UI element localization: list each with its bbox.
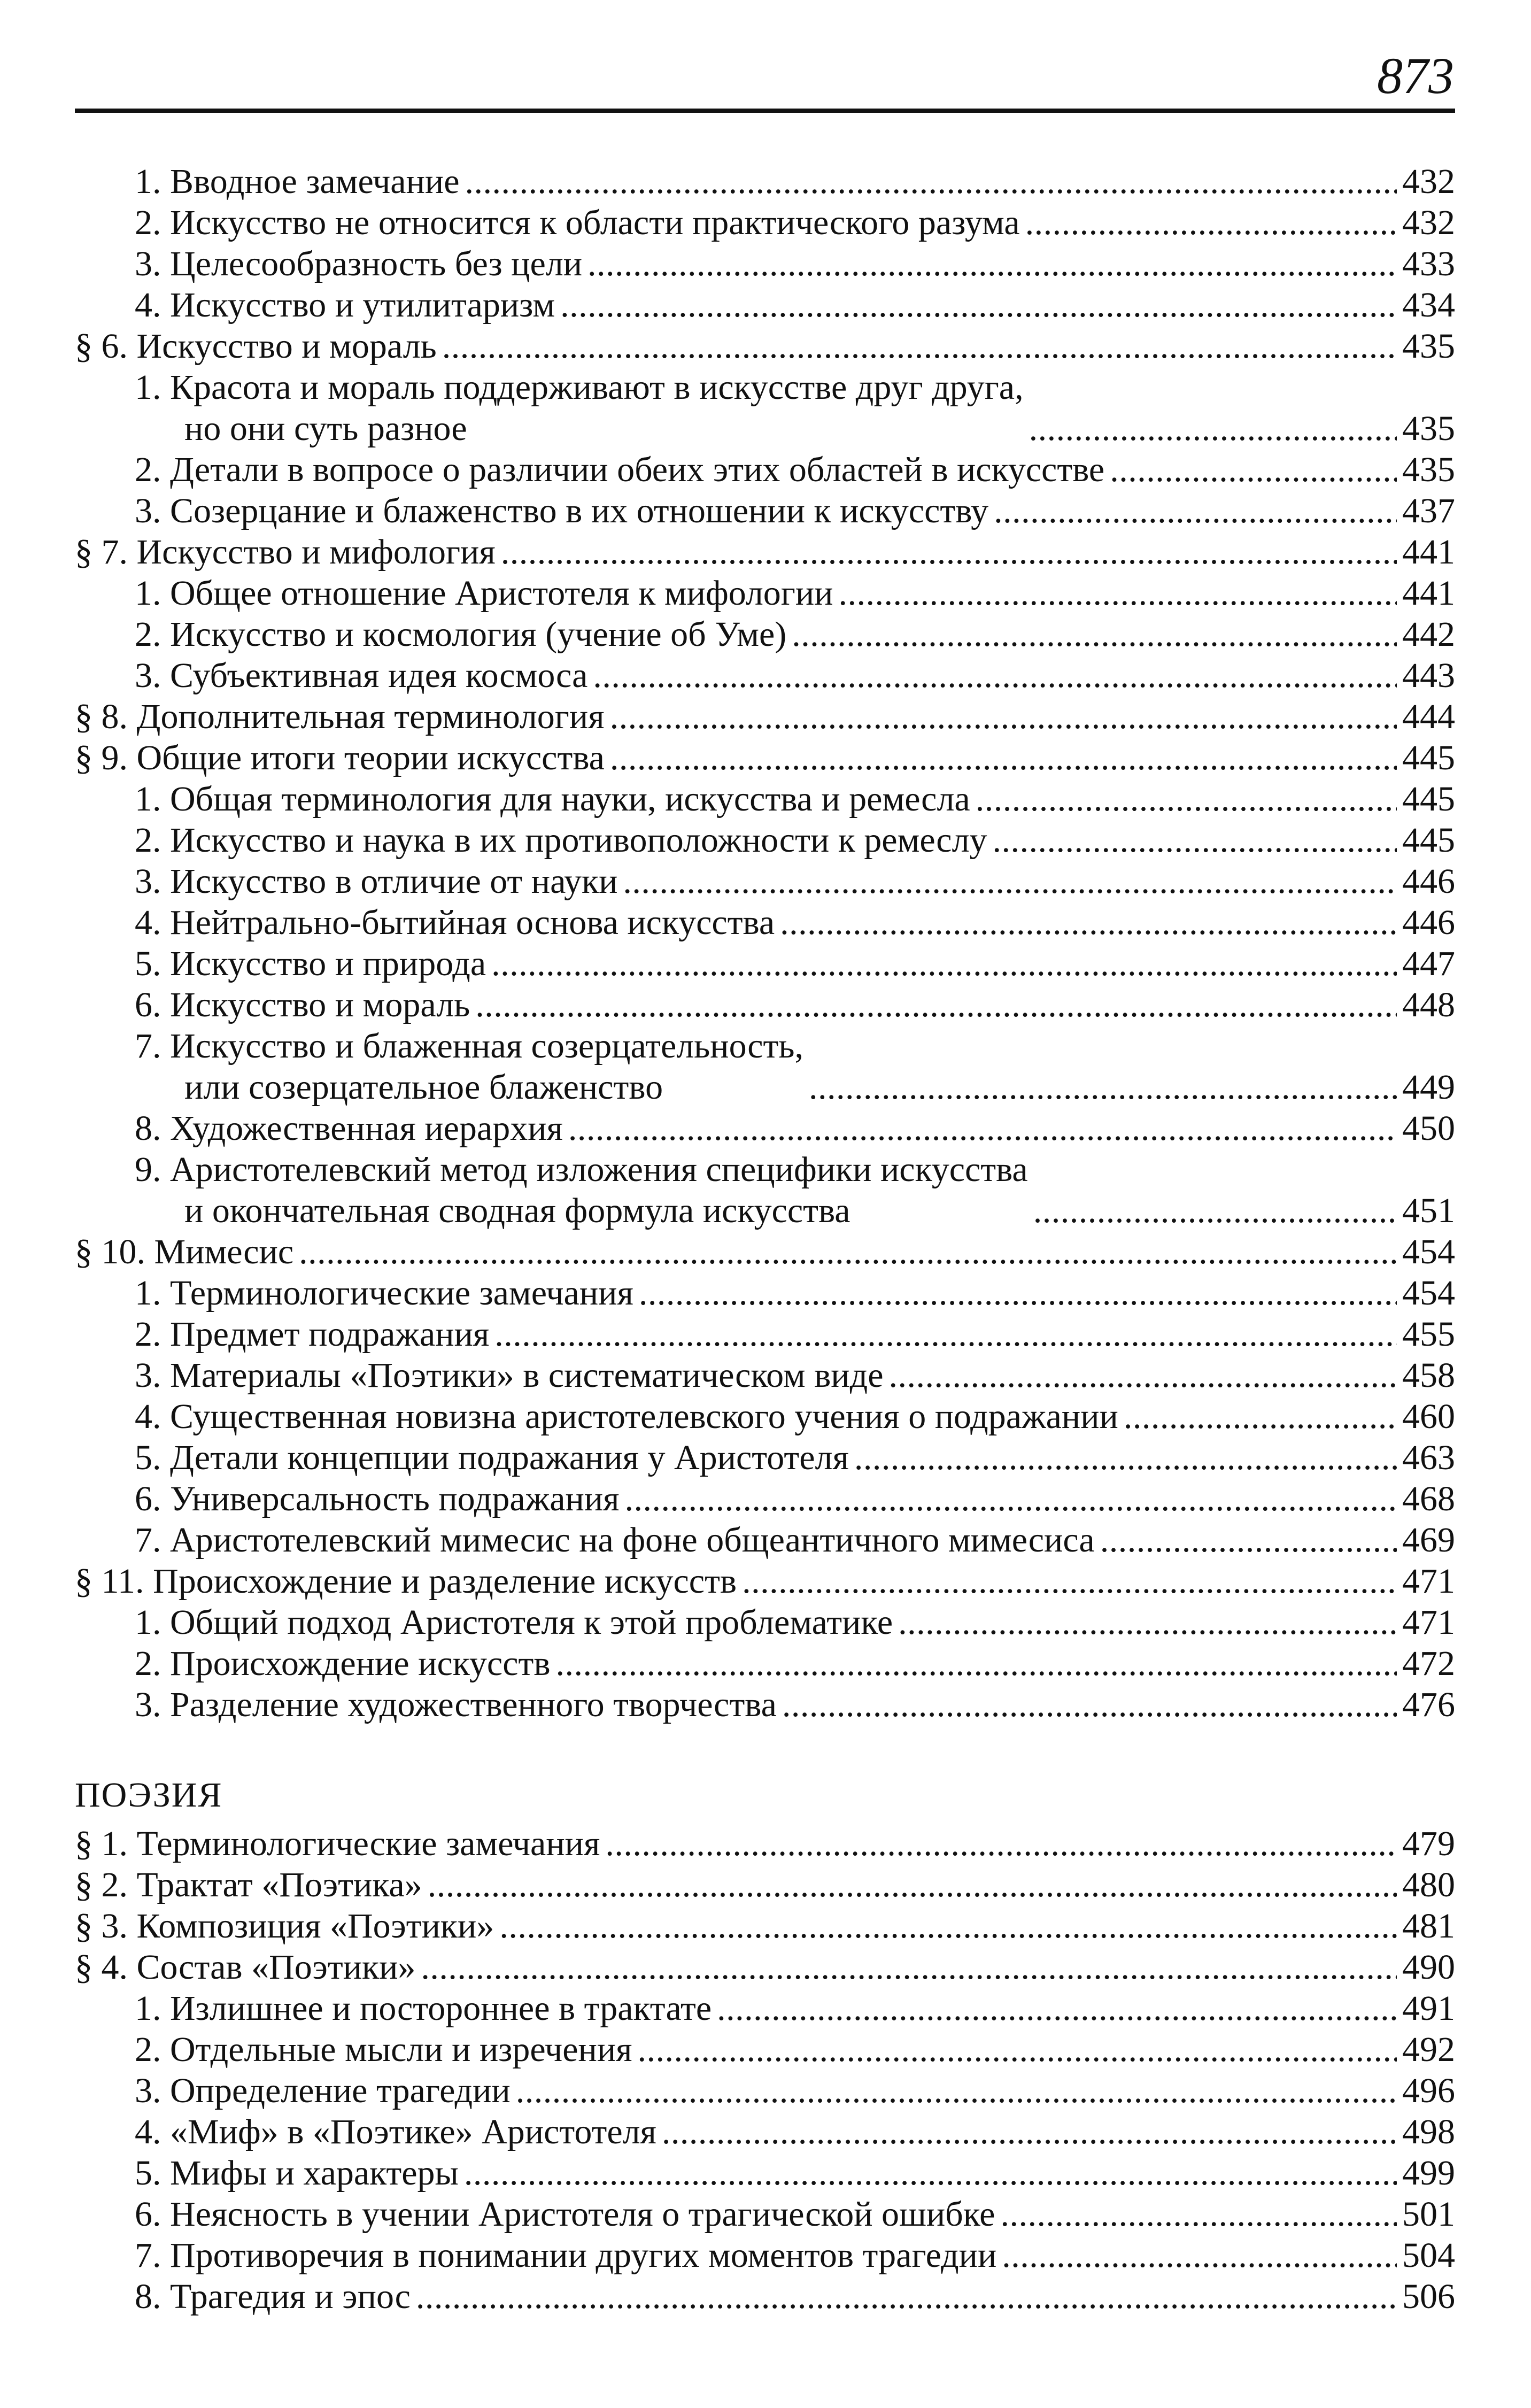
toc-number: 4. bbox=[135, 903, 161, 942]
toc-section bbox=[0, 696, 1455, 737]
dot-leader bbox=[568, 1108, 1397, 1149]
toc-title bbox=[135, 1108, 563, 1149]
toc-number: 1. bbox=[135, 1989, 161, 2028]
toc-number: 8. bbox=[135, 1109, 161, 1148]
dot-leader bbox=[610, 696, 1397, 737]
toc-page-ref: 444 bbox=[1402, 697, 1455, 736]
dot-leader bbox=[1002, 2235, 1397, 2276]
toc-number: 5. bbox=[135, 2154, 161, 2193]
toc-title bbox=[75, 531, 496, 573]
toc-title bbox=[135, 820, 987, 861]
toc-item bbox=[0, 2029, 1455, 2070]
toc-title-text: Художественная иерархия bbox=[170, 1109, 563, 1148]
dot-leader bbox=[976, 778, 1397, 820]
table-of-contents bbox=[0, 161, 1531, 1725]
toc-title bbox=[135, 1355, 884, 1396]
toc-number: 3. bbox=[135, 2071, 161, 2110]
toc-title-text: Предмет подражания bbox=[170, 1315, 490, 1354]
toc-title-text: Искусство и природа bbox=[170, 944, 486, 983]
page-number: 873 bbox=[1377, 47, 1454, 104]
toc-page-ref: 469 bbox=[1402, 1521, 1455, 1560]
toc-page-ref: 490 bbox=[1402, 1948, 1455, 1987]
toc-item bbox=[0, 2152, 1455, 2194]
toc-title-text: Нейтрально-бытийная основа искусства bbox=[170, 903, 775, 942]
toc-title-text: Универсальность подражания bbox=[170, 1479, 620, 1518]
dot-leader bbox=[889, 1355, 1397, 1396]
toc-number: 1. bbox=[135, 779, 161, 819]
toc-number: 4. bbox=[135, 2112, 161, 2151]
toc-title-text: Искусство в отличие от науки bbox=[170, 862, 618, 901]
toc-page-ref: 445 bbox=[1402, 779, 1455, 819]
toc-section bbox=[0, 1947, 1455, 1988]
toc-number: 2. bbox=[135, 2030, 161, 2069]
toc-number: 1. bbox=[135, 1274, 161, 1313]
toc-title-text: Общая терминология для науки, искусства и ремесла bbox=[170, 779, 970, 819]
toc-number: 8. bbox=[135, 2277, 161, 2316]
toc-item bbox=[0, 1519, 1455, 1561]
toc-item bbox=[0, 1478, 1455, 1519]
toc-number: § 9. bbox=[75, 738, 128, 777]
toc-title-text: Детали концепции подражания у Аристотеля bbox=[170, 1438, 849, 1477]
toc-title bbox=[135, 2235, 996, 2276]
toc-section bbox=[0, 326, 1455, 367]
toc-title-text: Определение трагедии bbox=[170, 2071, 511, 2110]
toc-page-ref: 491 bbox=[1402, 1989, 1455, 2028]
toc-page-ref: 434 bbox=[1402, 285, 1455, 325]
toc-number: § 7. bbox=[75, 532, 128, 572]
toc-page-ref: 479 bbox=[1402, 1824, 1455, 1863]
toc-title-text: Детали в вопросе о различии обеих этих областей в искусстве bbox=[170, 450, 1105, 489]
toc-number: 6. bbox=[135, 985, 161, 1024]
toc-item bbox=[0, 1396, 1455, 1437]
toc-title-text: Терминологические замечания bbox=[170, 1274, 633, 1313]
dot-leader bbox=[898, 1602, 1397, 1643]
toc-number: 1. bbox=[135, 574, 161, 613]
toc-title-text: Субъективная идея космоса bbox=[170, 656, 588, 695]
toc-title bbox=[135, 449, 1104, 490]
toc-title-text: Аристотелевский метод изложения специфики искусства bbox=[170, 1150, 1028, 1189]
toc-section bbox=[0, 1864, 1455, 1905]
toc-item bbox=[0, 490, 1455, 531]
toc-title bbox=[75, 1561, 737, 1602]
toc-section bbox=[0, 1823, 1455, 1864]
toc-page-ref: 468 bbox=[1402, 1479, 1455, 1518]
toc-page-ref: 455 bbox=[1402, 1315, 1455, 1354]
toc-title bbox=[135, 1478, 620, 1519]
toc-title-text: Мимесис bbox=[154, 1232, 294, 1271]
toc-title bbox=[135, 161, 460, 202]
toc-page-ref: 471 bbox=[1402, 1603, 1455, 1642]
toc-title-continuation: или созерцательное блаженство bbox=[184, 1068, 663, 1107]
toc-title-text: Происхождение искусств bbox=[170, 1644, 551, 1683]
toc-title bbox=[135, 861, 617, 902]
toc-title bbox=[135, 1025, 803, 1108]
toc-item bbox=[0, 778, 1455, 820]
toc-number: 1. bbox=[135, 162, 161, 201]
toc-number: 6. bbox=[135, 1479, 161, 1518]
dot-leader bbox=[782, 1684, 1397, 1725]
toc-title bbox=[135, 1684, 777, 1725]
toc-number: § 4. bbox=[75, 1948, 128, 1987]
dot-leader bbox=[1025, 202, 1397, 243]
toc-number: § 3. bbox=[75, 1907, 128, 1946]
toc-title bbox=[135, 655, 587, 696]
dot-leader bbox=[1000, 2194, 1397, 2235]
toc-item bbox=[0, 161, 1455, 202]
toc-number: 7. bbox=[135, 1027, 161, 1066]
toc-page-ref: 499 bbox=[1402, 2154, 1455, 2193]
toc-title bbox=[75, 326, 437, 367]
dot-leader bbox=[475, 984, 1397, 1025]
toc-title bbox=[75, 1864, 422, 1905]
dot-leader bbox=[780, 902, 1397, 943]
toc-page-ref: 437 bbox=[1402, 491, 1455, 530]
toc-item bbox=[0, 2070, 1455, 2111]
toc-number: 1. bbox=[135, 368, 161, 407]
toc-title bbox=[135, 2194, 995, 2235]
toc-number: 7. bbox=[135, 1521, 161, 1560]
toc-number: 3. bbox=[135, 1356, 161, 1395]
toc-item bbox=[0, 1602, 1455, 1643]
toc-title-text: Существенная новизна аристотелевского учения о подражании bbox=[170, 1397, 1118, 1436]
toc-item bbox=[0, 902, 1455, 943]
toc-page-ref: 460 bbox=[1402, 1397, 1455, 1436]
toc-page-ref: 449 bbox=[1402, 1068, 1455, 1107]
toc-page-ref: 432 bbox=[1402, 162, 1455, 201]
dot-leader bbox=[1033, 1190, 1397, 1231]
dot-leader bbox=[416, 2276, 1397, 2317]
toc-title bbox=[135, 984, 470, 1025]
toc-title-text: Искусство и мораль bbox=[136, 327, 437, 366]
toc-page-ref: 445 bbox=[1402, 821, 1455, 860]
toc-page-ref: 442 bbox=[1402, 615, 1455, 654]
toc-number: 3. bbox=[135, 862, 161, 901]
toc-page-ref: 501 bbox=[1402, 2195, 1455, 2234]
dot-leader bbox=[809, 1067, 1397, 1108]
toc-number: § 6. bbox=[75, 327, 128, 366]
toc-page-ref: 454 bbox=[1402, 1274, 1455, 1313]
toc-item bbox=[0, 1108, 1455, 1149]
toc-title-text: Трагедия и эпос bbox=[170, 2277, 411, 2316]
toc-title-text: Материалы «Поэтики» в систематическом виде bbox=[170, 1356, 884, 1395]
toc-title bbox=[135, 1396, 1118, 1437]
toc-page-ref: 450 bbox=[1402, 1109, 1455, 1148]
toc-title bbox=[135, 1988, 712, 2029]
dot-leader bbox=[623, 861, 1397, 902]
toc-page-ref: 471 bbox=[1402, 1562, 1455, 1601]
toc-title-text: Искусство и утилитаризм bbox=[170, 285, 555, 325]
toc-title-text: Аристотелевский мимесис на фоне общеантичного мимесиса bbox=[170, 1521, 1095, 1560]
toc-title bbox=[135, 2070, 511, 2111]
dot-leader bbox=[994, 490, 1397, 531]
dot-leader bbox=[442, 326, 1397, 367]
toc-title-text: Неясность в учении Аристотеля о трагической ошибке bbox=[170, 2195, 995, 2234]
toc-title bbox=[135, 1314, 489, 1355]
toc-item bbox=[0, 861, 1455, 902]
toc-number: 2. bbox=[135, 1315, 161, 1354]
toc-item bbox=[0, 614, 1455, 655]
toc-title bbox=[135, 2029, 632, 2070]
dot-leader bbox=[428, 1864, 1397, 1905]
toc-title bbox=[135, 202, 1020, 243]
toc-title-text: Общие итоги теории искусства bbox=[136, 738, 605, 777]
toc-title-text: Композиция «Поэтики» bbox=[136, 1907, 494, 1946]
toc-section bbox=[0, 1561, 1455, 1602]
toc-title-text: Искусство и блаженная созерцательность, bbox=[170, 1027, 803, 1066]
toc-page-ref: 463 bbox=[1402, 1438, 1455, 1477]
toc-item bbox=[0, 202, 1455, 243]
dot-leader bbox=[605, 1823, 1397, 1864]
toc-page-ref: 446 bbox=[1402, 862, 1455, 901]
toc-page-ref: 432 bbox=[1402, 203, 1455, 242]
section-heading-poetry: ПОЭЗИЯ bbox=[75, 1776, 223, 1815]
toc-title-text: Красота и мораль поддерживают в искусстве друг друга, bbox=[170, 368, 1024, 407]
dot-leader bbox=[491, 943, 1397, 984]
toc-page-ref: 443 bbox=[1402, 656, 1455, 695]
toc-page-ref: 492 bbox=[1402, 2030, 1455, 2069]
toc-title bbox=[135, 614, 786, 655]
toc-title-text: Вводное замечание bbox=[170, 162, 460, 201]
dot-leader bbox=[625, 1478, 1397, 1519]
dot-leader bbox=[465, 161, 1397, 202]
toc-item bbox=[0, 1988, 1455, 2029]
toc-item bbox=[0, 984, 1455, 1025]
toc-item bbox=[0, 2235, 1455, 2276]
toc-title bbox=[135, 1602, 893, 1643]
toc-item bbox=[0, 1355, 1455, 1396]
toc-number: 1. bbox=[135, 1603, 161, 1642]
toc-title-text: Трактат «Поэтика» bbox=[136, 1865, 422, 1904]
toc-title bbox=[75, 1905, 494, 1947]
toc-page-ref: 476 bbox=[1402, 1685, 1455, 1724]
toc-item bbox=[0, 1272, 1455, 1314]
toc-title-text: Общий подход Аристотеля к этой проблематике bbox=[170, 1603, 893, 1642]
toc-title bbox=[135, 1437, 849, 1478]
toc-title-text: Дополнительная терминология bbox=[136, 697, 605, 736]
toc-item bbox=[0, 1314, 1455, 1355]
toc-number: 2. bbox=[135, 203, 161, 242]
toc-item bbox=[0, 1149, 1455, 1231]
toc-title bbox=[75, 737, 605, 778]
toc-number: 2. bbox=[135, 450, 161, 489]
toc-page-ref: 447 bbox=[1402, 944, 1455, 983]
toc-section bbox=[0, 531, 1455, 573]
toc-title-continuation: но они суть разное bbox=[184, 409, 467, 448]
toc-title-text: «Миф» в «Поэтике» Аристотеля bbox=[170, 2112, 656, 2151]
header-rule bbox=[75, 109, 1455, 113]
dot-leader bbox=[593, 655, 1397, 696]
toc-item bbox=[0, 655, 1455, 696]
toc-item bbox=[0, 943, 1455, 984]
dot-leader bbox=[662, 2111, 1397, 2152]
toc-page-ref: 458 bbox=[1402, 1356, 1455, 1395]
toc-title bbox=[135, 243, 582, 284]
dot-leader bbox=[516, 2070, 1397, 2111]
toc-item bbox=[0, 820, 1455, 861]
dot-leader bbox=[1110, 449, 1397, 490]
toc-item bbox=[0, 2276, 1455, 2317]
toc-item bbox=[0, 243, 1455, 284]
toc-number: 9. bbox=[135, 1150, 161, 1189]
toc-number: 2. bbox=[135, 821, 161, 860]
toc-number: § 1. bbox=[75, 1824, 128, 1863]
toc-title-continuation: и окончательная сводная формула искусства bbox=[184, 1191, 850, 1230]
toc-item bbox=[0, 1437, 1455, 1478]
dot-leader bbox=[501, 531, 1397, 573]
toc-title bbox=[75, 1231, 293, 1272]
toc-item bbox=[0, 1643, 1455, 1684]
toc-title bbox=[135, 2111, 656, 2152]
toc-title bbox=[135, 2276, 411, 2317]
toc-number: § 2. bbox=[75, 1865, 128, 1904]
dot-leader bbox=[638, 2029, 1397, 2070]
toc-item bbox=[0, 284, 1455, 326]
toc-item bbox=[0, 1684, 1455, 1725]
toc-title-text: Искусство и мораль bbox=[170, 985, 470, 1024]
toc-page-ref: 441 bbox=[1402, 574, 1455, 613]
toc-title-text: Противоречия в понимании других моментов трагедии bbox=[170, 2236, 997, 2275]
toc-page-ref: 480 bbox=[1402, 1865, 1455, 1904]
toc-page-ref: 451 bbox=[1402, 1191, 1455, 1230]
dot-leader bbox=[742, 1561, 1397, 1602]
toc-title-text: Искусство и мифология bbox=[136, 532, 496, 572]
toc-item bbox=[0, 2111, 1455, 2152]
toc-title-text: Искусство и наука в их противоположности к ремеслу bbox=[170, 821, 987, 860]
toc-title bbox=[135, 902, 775, 943]
toc-section bbox=[0, 1231, 1455, 1272]
toc-title-text: Терминологические замечания bbox=[136, 1824, 600, 1863]
toc-number: 7. bbox=[135, 2236, 161, 2275]
toc-title-text: Разделение художественного творчества bbox=[170, 1685, 777, 1724]
toc-page-ref: 481 bbox=[1402, 1907, 1455, 1946]
toc-page-ref: 445 bbox=[1402, 738, 1455, 777]
dot-leader bbox=[993, 820, 1397, 861]
toc-page-ref: 472 bbox=[1402, 1644, 1455, 1683]
toc-title bbox=[135, 1149, 1028, 1231]
toc-section bbox=[0, 737, 1455, 778]
toc-title bbox=[135, 778, 970, 820]
table-of-contents-poetry bbox=[0, 1823, 1531, 2317]
toc-item bbox=[0, 367, 1455, 449]
dot-leader bbox=[421, 1947, 1397, 1988]
toc-item bbox=[0, 2194, 1455, 2235]
dot-leader bbox=[639, 1272, 1397, 1314]
toc-item bbox=[0, 1025, 1455, 1108]
toc-title bbox=[135, 1643, 551, 1684]
toc-title-text: Излишнее и постороннее в трактате bbox=[170, 1989, 712, 2028]
toc-title bbox=[75, 1947, 415, 1988]
toc-title-text: Общее отношение Аристотеля к мифологии bbox=[170, 574, 833, 613]
dot-leader bbox=[587, 243, 1397, 284]
toc-number: 4. bbox=[135, 1397, 161, 1436]
toc-page-ref: 448 bbox=[1402, 985, 1455, 1024]
dot-leader bbox=[610, 737, 1397, 778]
toc-number: 4. bbox=[135, 285, 161, 325]
toc-title-text: Отдельные мысли и изречения bbox=[170, 2030, 632, 2069]
toc-page-ref: 506 bbox=[1402, 2277, 1455, 2316]
toc-title bbox=[135, 2152, 459, 2194]
dot-leader bbox=[1100, 1519, 1397, 1561]
toc-title bbox=[135, 284, 555, 326]
toc-title bbox=[135, 943, 486, 984]
toc-title bbox=[75, 1823, 600, 1864]
dot-leader bbox=[299, 1231, 1397, 1272]
toc-number: 3. bbox=[135, 491, 161, 530]
dot-leader bbox=[1124, 1396, 1397, 1437]
toc-page-ref: 433 bbox=[1402, 244, 1455, 283]
toc-title-text: Целесообразность без цели bbox=[170, 244, 583, 283]
toc-number: § 8. bbox=[75, 697, 128, 736]
dot-leader bbox=[1029, 408, 1397, 449]
dot-leader bbox=[854, 1437, 1397, 1478]
toc-title-text: Происхождение и разделение искусств bbox=[153, 1562, 737, 1601]
dot-leader bbox=[560, 284, 1397, 326]
toc-page-ref: 435 bbox=[1402, 327, 1455, 366]
toc-page-ref: 454 bbox=[1402, 1232, 1455, 1271]
toc-number: 5. bbox=[135, 944, 161, 983]
toc-title-text: Мифы и характеры bbox=[170, 2154, 459, 2193]
toc-title bbox=[135, 573, 833, 614]
toc-number: 3. bbox=[135, 244, 161, 283]
toc-number: 2. bbox=[135, 615, 161, 654]
toc-number: 2. bbox=[135, 1644, 161, 1683]
toc-number: 3. bbox=[135, 656, 161, 695]
toc-title-text: Состав «Поэтики» bbox=[136, 1948, 416, 1987]
toc-title bbox=[135, 1519, 1095, 1561]
toc-title-text: Искусство не относится к области практического разума bbox=[170, 203, 1020, 242]
toc-page-ref: 498 bbox=[1402, 2112, 1455, 2151]
toc-page-ref: 435 bbox=[1402, 450, 1455, 489]
dot-leader bbox=[464, 2152, 1397, 2194]
toc-section bbox=[0, 1905, 1455, 1947]
toc-page-ref: 446 bbox=[1402, 903, 1455, 942]
toc-title-text: Искусство и космология (учение об Уме) bbox=[170, 615, 787, 654]
toc-number: § 10. bbox=[75, 1232, 145, 1271]
toc-number: § 11. bbox=[75, 1562, 144, 1601]
dot-leader bbox=[839, 573, 1397, 614]
toc-title bbox=[75, 696, 605, 737]
dot-leader bbox=[556, 1643, 1397, 1684]
toc-title-text: Созерцание и блаженство в их отношении к искусству bbox=[170, 491, 989, 530]
dot-leader bbox=[792, 614, 1397, 655]
toc-number: 3. bbox=[135, 1685, 161, 1724]
dot-leader bbox=[494, 1314, 1397, 1355]
dot-leader bbox=[499, 1905, 1397, 1947]
toc-number: 6. bbox=[135, 2195, 161, 2234]
dot-leader bbox=[717, 1988, 1397, 2029]
toc-title bbox=[135, 490, 988, 531]
toc-title bbox=[135, 367, 1024, 449]
toc-item bbox=[0, 449, 1455, 490]
toc-page-ref: 496 bbox=[1402, 2071, 1455, 2110]
toc-title bbox=[135, 1272, 633, 1314]
toc-page-ref: 504 bbox=[1402, 2236, 1455, 2275]
toc-page-ref: 441 bbox=[1402, 532, 1455, 572]
toc-item bbox=[0, 573, 1455, 614]
toc-number: 5. bbox=[135, 1438, 161, 1477]
toc-page-ref: 435 bbox=[1402, 409, 1455, 448]
